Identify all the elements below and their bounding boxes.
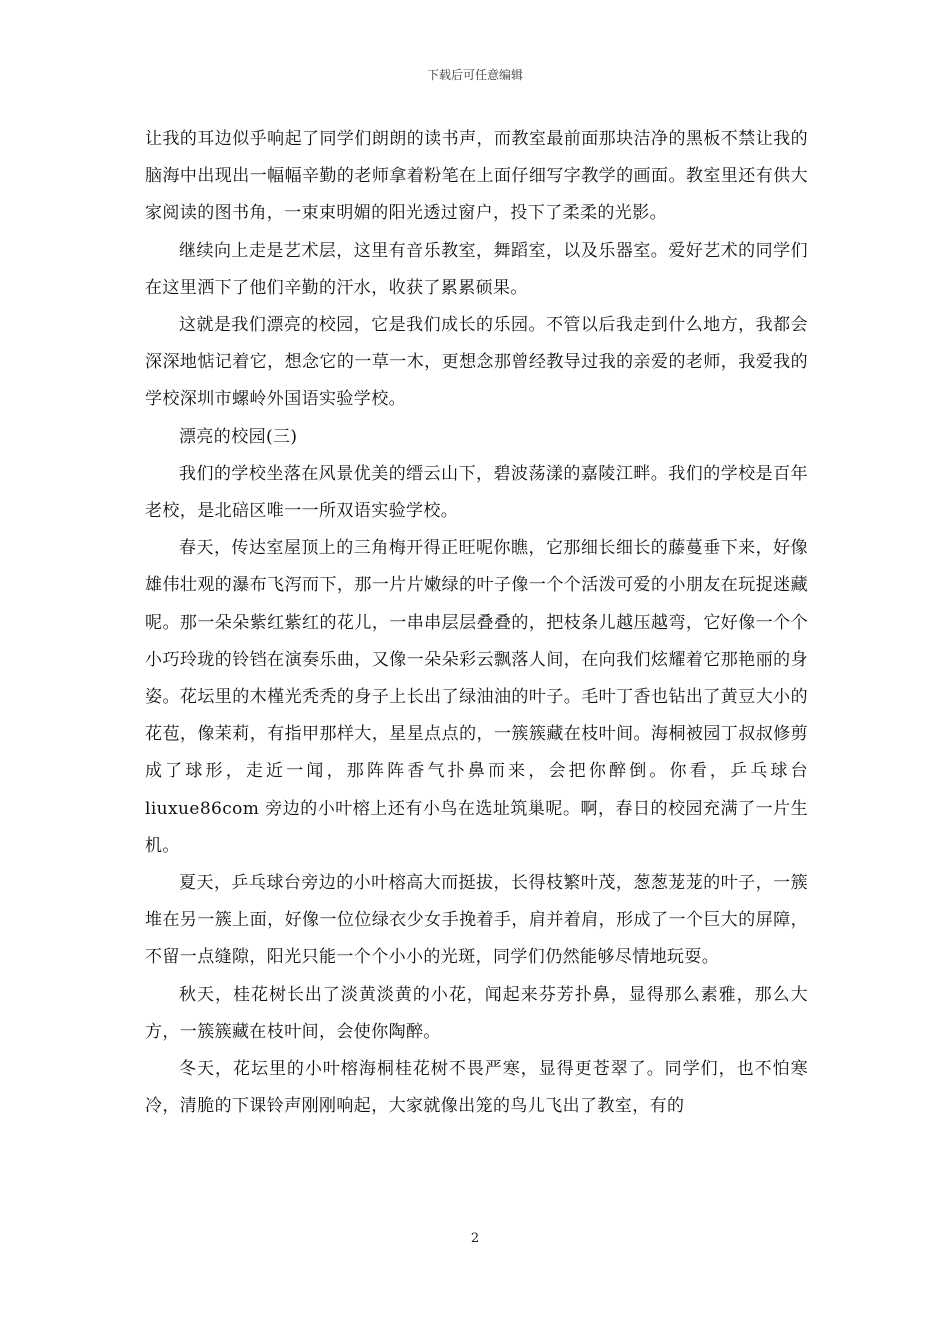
paragraph: 继续向上走是艺术层，这里有音乐教室，舞蹈室，以及乐器室。爱好艺术的同学们在这里洒下了他们辛勤的汗水，收获了累累硕果。 (145, 240, 808, 298)
page-header: 下载后可任意编辑 (426, 68, 523, 82)
paragraph: 让我的耳边似乎响起了同学们朗朗的读书声，而教室最前面那块洁净的黑板不禁让我的脑海中出现出一幅幅辛勤的老师拿着粉笔在上面仔细写字教学的画面。教室里还有供大家阅读的图书角，一束束明媚的阳光透过窗户，投下了柔柔的光影。 (145, 129, 808, 224)
page-number: 2 (470, 1231, 480, 1246)
paragraph: 春天，传达室屋顶上的三角梅开得正旺呢你瞧，它那细长细长的藤蔓垂下来，好像雄伟壮观的瀑布飞泻而下，那一片片嫩绿的叶子像一个个活泼可爱的小朋友在玩捉迷藏呢。那一朵朵紫红紫红的花儿，一串串层层叠叠的，把枝条儿越压越弯，它好像一个个小巧玲珑的铃铛在演奏乐曲，又像一朵朵彩云飘落人间，在向我们炫耀着它那艳丽的身姿。花坛里的木槿光秃秃的身子上长出了绿油油的叶子。毛叶丁香也钻出了黄豆大小的花苞，像茉莉，有指甲那样大，星星点点的，一簇簇藏在枝叶间。海桐被园丁叔叔修剪成了球形，走近一闻，那阵阵香气扑鼻而来，会把你醉倒。你看，乒乓球台 liuxue86com 旁边的小叶榕上还有小鸟在选址筑巢呢。啊，春日的校园充满了一片生机。 (145, 538, 808, 856)
paragraph: 夏天，乒乓球台旁边的小叶榕高大而挺拔，长得枝繁叶茂，葱葱茏茏的叶子，一簇堆在另一簇上面，好像一位位绿衣少女手挽着手，肩并着肩，形成了一个巨大的屏障，不留一点缝隙，阳光只能一个个小小的光斑，同学们仍然能够尽情地玩耍。 (145, 873, 808, 968)
paragraph: 冬天，花坛里的小叶榕海桐桂花树不畏严寒，显得更苍翠了。同学们，也不怕寒冷，清脆的下课铃声刚刚响起，大家就像出笼的鸟儿飞出了教室，有的 (145, 1059, 808, 1117)
document-body (145, 121, 808, 1125)
paragraph: 我们的学校坐落在风景优美的缙云山下，碧波荡漾的嘉陵江畔。我们的学校是百年老校，是北碚区唯一一所双语实验学校。 (145, 463, 808, 522)
section-heading: 漂亮的校园(三) (179, 426, 298, 447)
paragraph: 秋天，桂花树长出了淡黄淡黄的小花，闻起来芬芳扑鼻，显得那么素雅，那么大方，一簇簇藏在枝叶间，会使你陶醉。 (145, 984, 808, 1042)
paragraph: 这就是我们漂亮的校园，它是我们成长的乐园。不管以后我走到什么地方，我都会深深地惦记着它，想念它的一草一木，更想念那曾经教导过我的亲爱的老师，我爱我的学校深圳市螺岭外国语实验学校。 (145, 315, 808, 410)
